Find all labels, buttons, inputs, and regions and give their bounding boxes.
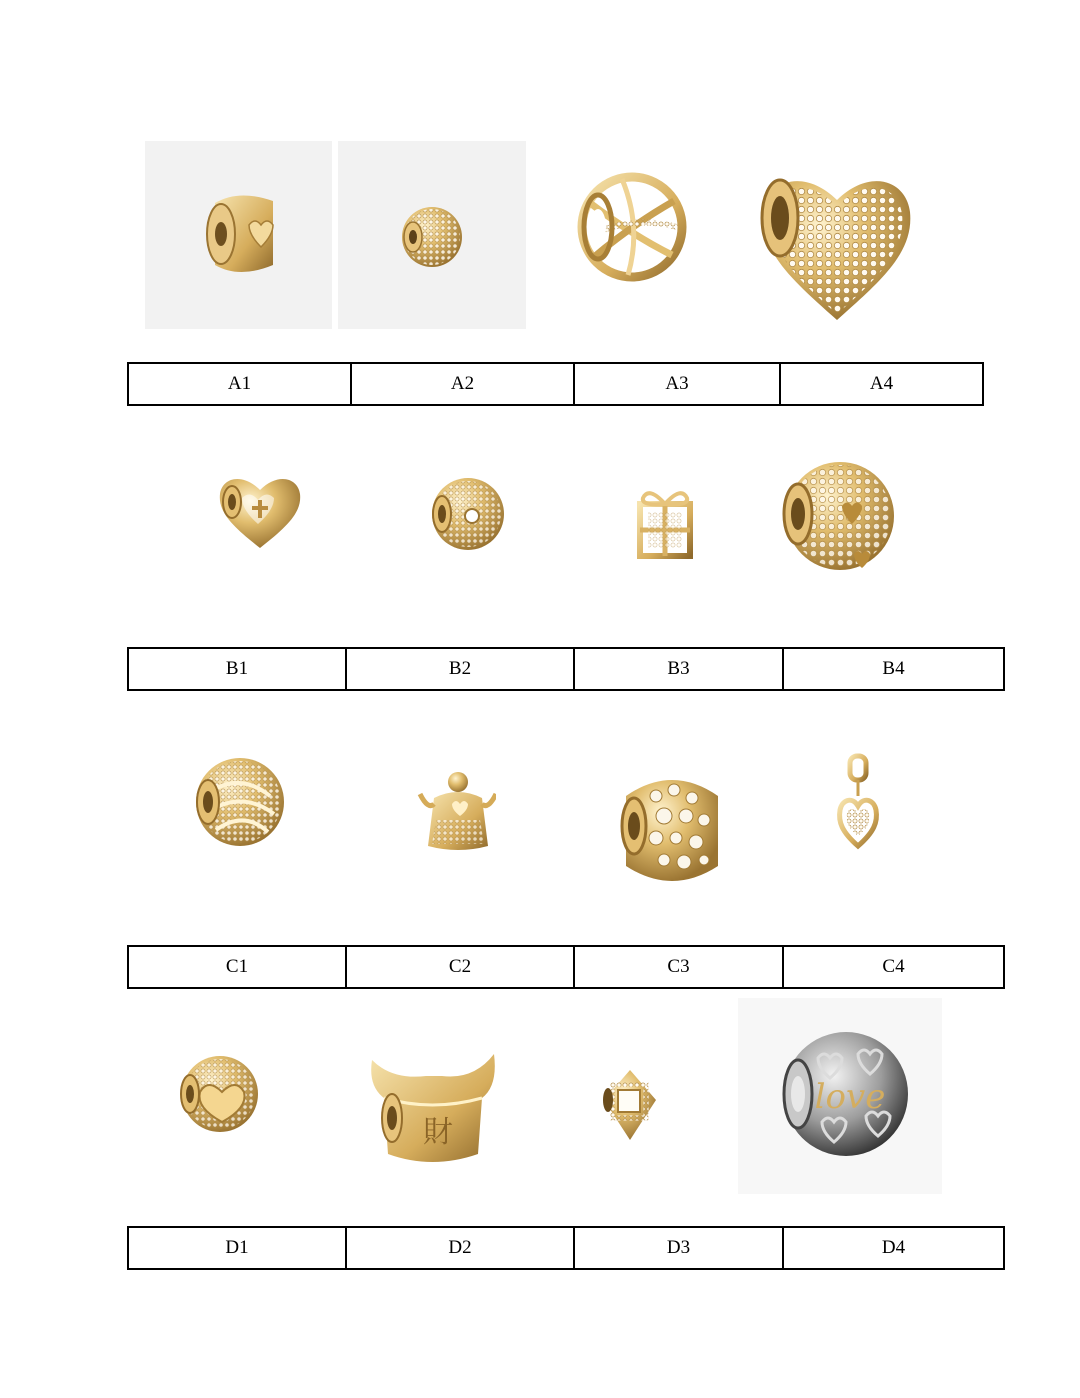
label-cell-d2: D2 [346, 1227, 574, 1269]
gold-barrel-charm-icon [145, 141, 332, 329]
charm-image-b4 [782, 450, 896, 610]
svg-text:財: 財 [423, 1115, 453, 1150]
gold-droplets-ball-icon [616, 766, 728, 890]
gold-square-stone-icon [598, 1064, 660, 1148]
label-table-row-c [127, 945, 1005, 989]
charm-image-a4 [752, 160, 922, 332]
charm-image-c1 [190, 752, 286, 858]
label-cell-b1: B1 [128, 648, 346, 690]
charm-image-c2 [412, 764, 496, 860]
svg-text:love: love [814, 1077, 886, 1117]
charm-image-d1 [176, 1044, 260, 1144]
gold-heart-dangle-icon [834, 752, 884, 868]
gold-gift-box-icon [628, 476, 702, 572]
gold-swirl-ball-icon [190, 752, 286, 858]
label-cell-d1: D1 [128, 1227, 346, 1269]
label-cell-d3: D3 [574, 1227, 783, 1269]
label-table-row-d [127, 1226, 1005, 1270]
label-cell-b4: B4 [783, 648, 1004, 690]
label-cell-b2: B2 [346, 648, 574, 690]
label-cell-c1: C1 [128, 946, 346, 988]
label-table-row-a [127, 362, 984, 406]
gold-angel-bell-icon [412, 764, 496, 860]
label-cell-c2: C2 [346, 946, 574, 988]
charm-image-d2 [366, 1046, 500, 1168]
gold-openwork-heart-icon [212, 468, 308, 556]
label-cell-a1: A1 [128, 363, 351, 405]
silver-gold-love-ball-icon [738, 998, 942, 1194]
gold-pave-heart-icon [752, 160, 922, 332]
gold-pave-ball-heart-icon [782, 450, 896, 610]
charm-image-b3 [628, 476, 702, 572]
label-cell-b3: B3 [574, 648, 783, 690]
charm-image-c3 [616, 766, 728, 890]
label-cell-a3: A3 [574, 363, 780, 405]
charm-image-a3 [532, 155, 730, 305]
charm-image-a2 [338, 141, 526, 329]
gold-pave-ball-stone-icon [424, 472, 508, 564]
charm-image-c4 [834, 752, 884, 868]
charm-image-d3 [598, 1064, 660, 1148]
charm-image-a1 [145, 141, 332, 329]
gold-pave-ball-icon [338, 141, 526, 329]
label-cell-a4: A4 [780, 363, 983, 405]
gold-ingot-icon [366, 1046, 500, 1168]
label-cell-d4: D4 [783, 1227, 1004, 1269]
label-cell-c4: C4 [783, 946, 1004, 988]
label-cell-c3: C3 [574, 946, 783, 988]
label-table-row-b [127, 647, 1005, 691]
gold-galaxy-openwork-icon [532, 155, 730, 305]
charm-image-b1 [212, 468, 308, 556]
gold-apple-openwork-icon [176, 1044, 260, 1144]
charm-image-d4 [738, 998, 942, 1194]
label-cell-a2: A2 [351, 363, 574, 405]
charm-image-b2 [424, 472, 508, 564]
